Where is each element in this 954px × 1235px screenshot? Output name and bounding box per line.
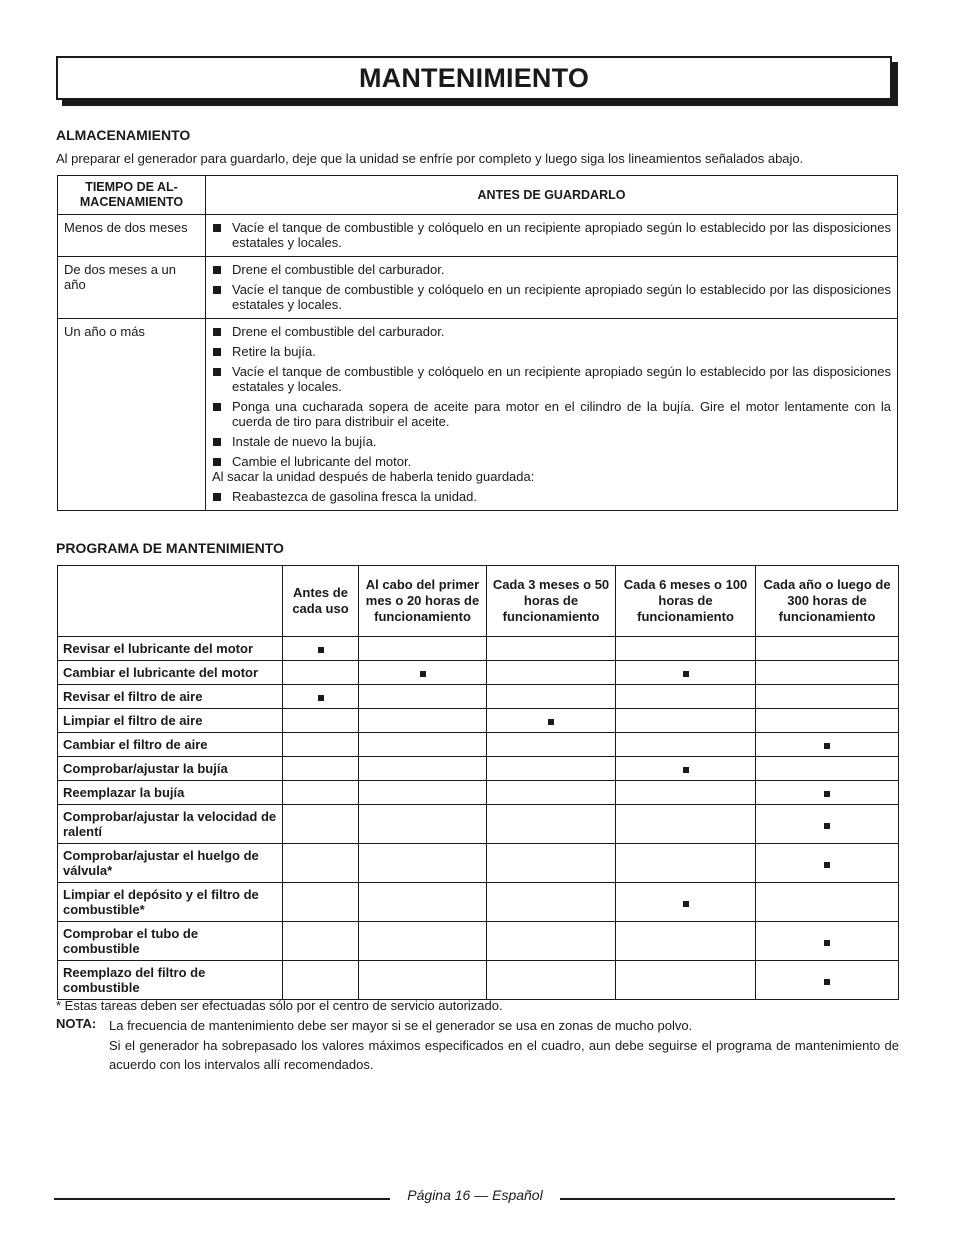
check-mark-icon xyxy=(824,940,830,946)
storage-row xyxy=(58,257,898,319)
schedule-cell xyxy=(359,685,487,709)
schedule-cell xyxy=(616,844,756,883)
schedule-cell xyxy=(359,961,487,1000)
storage-action: Instale de nuevo la bujía. xyxy=(212,434,891,449)
check-mark-icon xyxy=(824,862,830,868)
schedule-col: Cada 6 meses o 100 horas de funcionamiento xyxy=(616,566,756,637)
check-mark-icon xyxy=(318,647,324,653)
footnote: * Estas tareas deben ser efectuadas sólo por el centro de servicio autorizado. xyxy=(56,998,503,1013)
schedule-cell xyxy=(283,733,359,757)
schedule-cell xyxy=(487,844,616,883)
schedule-cell xyxy=(359,757,487,781)
schedule-row xyxy=(58,805,899,844)
schedule-cell xyxy=(359,733,487,757)
schedule-cell xyxy=(487,757,616,781)
schedule-cell xyxy=(283,961,359,1000)
storage-period: De dos meses a un año xyxy=(58,257,206,319)
schedule-task: Reemplazar la bujía xyxy=(58,781,283,805)
schedule-cell xyxy=(487,922,616,961)
storage-action: Drene el combustible del carburador. xyxy=(212,324,891,339)
schedule-cell xyxy=(756,757,899,781)
schedule-cell xyxy=(359,844,487,883)
check-mark-icon xyxy=(683,767,689,773)
schedule-cell xyxy=(359,637,487,661)
storage-table xyxy=(57,175,898,511)
schedule-task: Revisar el filtro de aire xyxy=(58,685,283,709)
schedule-cell xyxy=(283,883,359,922)
schedule-cell xyxy=(359,709,487,733)
storage-header-row xyxy=(58,176,898,215)
schedule-cell xyxy=(359,922,487,961)
check-mark-icon xyxy=(683,671,689,677)
storage-col-period: TIEMPO DE AL- MACENAMIENTO xyxy=(58,176,206,215)
schedule-col: Antes de cada uso xyxy=(283,566,359,637)
schedule-row xyxy=(58,961,899,1000)
storage-action: Reabastezca de gasolina fresca la unidad. xyxy=(212,489,891,504)
schedule-cell xyxy=(616,883,756,922)
schedule-cell xyxy=(359,883,487,922)
schedule-cell xyxy=(283,922,359,961)
schedule-row xyxy=(58,661,899,685)
schedule-cell xyxy=(283,844,359,883)
schedule-task: Limpiar el depósito y el filtro de combustible* xyxy=(58,883,283,922)
check-mark-icon xyxy=(824,743,830,749)
schedule-col: Cada 3 meses o 50 horas de funcionamiento xyxy=(487,566,616,637)
storage-action-list xyxy=(212,220,891,250)
nota-text xyxy=(109,1016,899,1075)
schedule-row xyxy=(58,883,899,922)
schedule-cell xyxy=(616,661,756,685)
storage-col-before: ANTES DE GUARDARLO xyxy=(206,176,898,215)
schedule-cell xyxy=(283,661,359,685)
schedule-cell xyxy=(756,661,899,685)
nota-line: La frecuencia de mantenimiento debe ser mayor si se el generador se usa en zonas de mucho polvo. xyxy=(109,1018,693,1033)
schedule-cell xyxy=(756,781,899,805)
nota-line: Si el generador ha sobrepasado los valores máximos especificados en el cuadro, aun debe seguirse el programa de mantenimiento de acuerdo con los intervalos allí recomendados. xyxy=(109,1037,899,1072)
schedule-row xyxy=(58,781,899,805)
storage-heading: ALMACENAMIENTO xyxy=(56,127,191,143)
schedule-header-row xyxy=(58,566,899,637)
schedule-task: Comprobar/ajustar la velocidad de ralentí xyxy=(58,805,283,844)
schedule-cell xyxy=(487,961,616,1000)
schedule-cell xyxy=(616,637,756,661)
schedule-row xyxy=(58,733,899,757)
storage-actions xyxy=(206,257,898,319)
schedule-col: Cada año o luego de 300 horas de funcionamiento xyxy=(756,566,899,637)
schedule-cell xyxy=(283,757,359,781)
schedule-cell xyxy=(487,709,616,733)
schedule-cell xyxy=(756,844,899,883)
storage-action: Vacíe el tanque de combustible y colóquelo en un recipiente apropiado según lo establecido por las disposiciones estatales y locales. xyxy=(212,220,891,250)
schedule-cell xyxy=(756,922,899,961)
storage-action: Cambie el lubricante del motor. xyxy=(212,454,891,469)
schedule-cell xyxy=(756,961,899,1000)
footer-rule-right xyxy=(560,1198,895,1200)
schedule-cell xyxy=(616,709,756,733)
storage-action: Vacíe el tanque de combustible y colóquelo en un recipiente apropiado según lo establecido por las disposiciones estatales y locales. xyxy=(212,364,891,394)
schedule-cell xyxy=(616,805,756,844)
storage-row xyxy=(58,215,898,257)
schedule-cell xyxy=(487,637,616,661)
page-footer: Página 16 — Español xyxy=(407,1187,543,1203)
schedule-cell xyxy=(616,685,756,709)
storage-action: Ponga una cucharada sopera de aceite para motor en el cilindro de la bujía. Gire el motor lentamente con la cuerda de tiro para distribuir el aceite. xyxy=(212,399,891,429)
footer-rule-left xyxy=(54,1198,390,1200)
schedule-task: Revisar el lubricante del motor xyxy=(58,637,283,661)
schedule-cell xyxy=(616,781,756,805)
check-mark-icon xyxy=(683,901,689,907)
check-mark-icon xyxy=(420,671,426,677)
schedule-cell xyxy=(359,805,487,844)
check-mark-icon xyxy=(548,719,554,725)
storage-period: Menos de dos meses xyxy=(58,215,206,257)
schedule-task: Cambiar el filtro de aire xyxy=(58,733,283,757)
schedule-cell xyxy=(359,781,487,805)
check-mark-icon xyxy=(824,823,830,829)
storage-intro: Al preparar el generador para guardarlo, deje que la unidad se enfríe por completo y luego siga los lineamientos señalados abajo. xyxy=(56,151,804,166)
schedule-cell xyxy=(283,709,359,733)
schedule-row xyxy=(58,637,899,661)
schedule-cell xyxy=(616,733,756,757)
schedule-cell xyxy=(487,781,616,805)
check-mark-icon xyxy=(824,791,830,797)
schedule-col: Al cabo del primer mes o 20 horas de funcionamiento xyxy=(359,566,487,637)
schedule-row xyxy=(58,922,899,961)
schedule-task: Comprobar el tubo de combustible xyxy=(58,922,283,961)
schedule-task: Comprobar/ajustar el huelgo de válvula* xyxy=(58,844,283,883)
storage-action-list xyxy=(212,262,891,312)
title-box xyxy=(56,56,892,100)
schedule-row xyxy=(58,685,899,709)
schedule-cell xyxy=(487,733,616,757)
schedule-heading: PROGRAMA DE MANTENIMIENTO xyxy=(56,540,284,556)
schedule-body xyxy=(58,637,899,1000)
storage-actions xyxy=(206,215,898,257)
schedule-row xyxy=(58,757,899,781)
storage-period: Un año o más xyxy=(58,319,206,511)
schedule-cell xyxy=(283,781,359,805)
schedule-cell xyxy=(487,805,616,844)
schedule-cell xyxy=(487,661,616,685)
nota-label: NOTA: xyxy=(56,1016,97,1031)
schedule-cell xyxy=(756,733,899,757)
check-mark-icon xyxy=(318,695,324,701)
schedule-task: Cambiar el lubricante del motor xyxy=(58,661,283,685)
schedule-task: Comprobar/ajustar la bujía xyxy=(58,757,283,781)
schedule-cell xyxy=(616,961,756,1000)
storage-action: Drene el combustible del carburador. xyxy=(212,262,891,277)
storage-after-note: Al sacar la unidad después de haberla tenido guardada: xyxy=(212,469,535,484)
schedule-cell xyxy=(756,637,899,661)
storage-action-list xyxy=(212,324,891,469)
schedule-row xyxy=(58,709,899,733)
schedule-cell xyxy=(616,757,756,781)
schedule-cell xyxy=(756,883,899,922)
storage-action-list xyxy=(212,489,891,504)
schedule-cell xyxy=(756,805,899,844)
check-mark-icon xyxy=(824,979,830,985)
storage-action: Vacíe el tanque de combustible y colóquelo en un recipiente apropiado según lo establecido por las disposiciones estatales y locales. xyxy=(212,282,891,312)
schedule-col-task xyxy=(58,566,283,637)
schedule-row xyxy=(58,844,899,883)
schedule-task: Limpiar el filtro de aire xyxy=(58,709,283,733)
schedule-cell xyxy=(283,637,359,661)
schedule-cell xyxy=(487,883,616,922)
storage-action: Retire la bujía. xyxy=(212,344,891,359)
schedule-cell xyxy=(487,685,616,709)
schedule-task: Reemplazo del filtro de combustible xyxy=(58,961,283,1000)
schedule-cell xyxy=(616,922,756,961)
schedule-cell xyxy=(283,805,359,844)
schedule-cell xyxy=(756,685,899,709)
schedule-cell xyxy=(359,661,487,685)
schedule-table xyxy=(57,565,899,1000)
schedule-cell xyxy=(756,709,899,733)
storage-actions xyxy=(206,319,898,511)
storage-row xyxy=(58,319,898,511)
page-title: MANTENIMIENTO xyxy=(358,63,590,93)
schedule-cell xyxy=(283,685,359,709)
